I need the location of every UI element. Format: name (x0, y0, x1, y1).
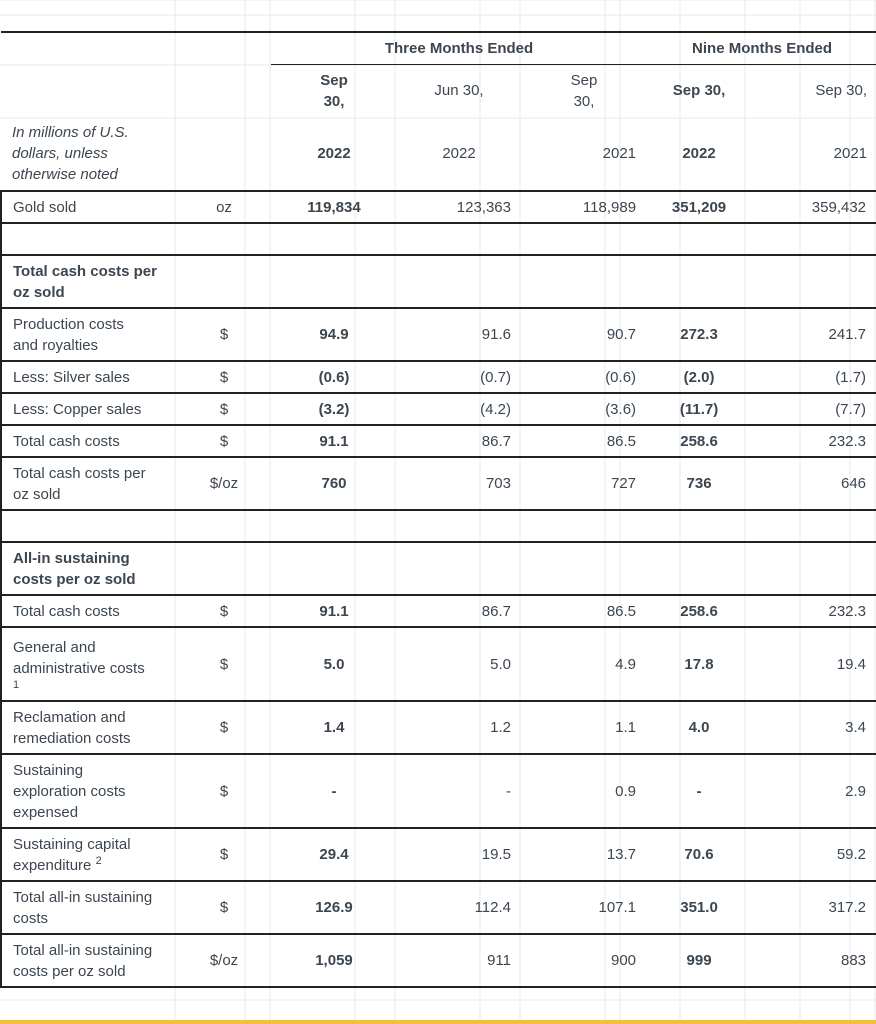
cell-value: 4.9 (521, 627, 646, 701)
row-label: Less: Copper sales (1, 393, 176, 425)
cell-value: 4.0 (646, 701, 751, 754)
cell-value: 29.4 (271, 828, 396, 881)
cell-value: 17.8 (646, 627, 751, 701)
cell-value: 760 (271, 457, 396, 510)
cell-value: (2.0) (646, 361, 751, 393)
row-label: Total cash costs (1, 425, 176, 457)
year-header-row (1, 117, 876, 191)
nine-months-header: Nine Months Ended (646, 32, 876, 64)
row-unit: $/oz (176, 934, 271, 987)
year-col3: 2021 (602, 145, 637, 162)
cell-value: (3.6) (521, 393, 646, 425)
footnote-marker: 2 (95, 854, 102, 867)
cell-value: 272.3 (646, 308, 751, 361)
cell-value: 736 (646, 457, 751, 510)
row-label: Reclamation and remediation costs (1, 701, 176, 754)
cell-value: 359,432 (751, 191, 876, 223)
row-unit: oz (176, 191, 271, 223)
cell-value: 91.1 (271, 595, 396, 627)
year-col5: 2021 (833, 145, 868, 162)
row-unit: $/oz (176, 457, 271, 510)
cell-value: 351.0 (646, 881, 751, 934)
cell-value: 123,363 (396, 191, 521, 223)
row-label: Less: Silver sales (1, 361, 176, 393)
row-unit: $ (176, 595, 271, 627)
table-row (1, 425, 876, 457)
cell-value: 126.9 (271, 881, 396, 934)
cell-value: 86.7 (396, 595, 521, 627)
cell-value: 86.5 (521, 425, 646, 457)
cell-value: 86.5 (521, 595, 646, 627)
row-label: Production costs and royalties (1, 308, 176, 361)
spacer-row (1, 510, 876, 542)
row-label: Sustaining exploration costs expensed (1, 754, 176, 828)
cell-value: 70.6 (646, 828, 751, 881)
cell-value: 703 (396, 457, 521, 510)
cell-value: 317.2 (751, 881, 876, 934)
year-col1: 2022 (317, 145, 351, 162)
cell-value: 232.3 (751, 425, 876, 457)
cell-value: (0.6) (271, 361, 396, 393)
cell-value: 59.2 (751, 828, 876, 881)
row-label: Sustaining capital expenditure $^2$ (1, 828, 176, 881)
col5-date: Sep 30, (815, 82, 868, 100)
table-row (1, 828, 876, 881)
units-note: In millions of U.S. dollars, unless otherwise noted (12, 124, 129, 183)
row-label: General and administrative costs 1 (1, 627, 176, 701)
cell-value: (4.2) (396, 393, 521, 425)
cell-value: 119,834 (271, 191, 396, 223)
col2-date: Jun 30, (434, 82, 484, 100)
table-row (1, 881, 876, 934)
row-label: Total cash costs (1, 595, 176, 627)
cell-value: 727 (521, 457, 646, 510)
cell-value: 0.9 (521, 754, 646, 828)
row-unit: $ (176, 393, 271, 425)
year-col2: 2022 (442, 145, 476, 162)
row-unit: $ (176, 754, 271, 828)
row-unit: $ (176, 308, 271, 361)
col4-date: Sep 30, (672, 82, 726, 100)
group-header-row (1, 32, 876, 64)
cell-value: 646 (751, 457, 876, 510)
cell-value: 1.2 (396, 701, 521, 754)
cell-value: 1,059 (271, 934, 396, 987)
table-row (1, 308, 876, 361)
cell-value: (0.7) (396, 361, 521, 393)
cell-value: 2.9 (751, 754, 876, 828)
cell-value: 91.6 (396, 308, 521, 361)
cell-value: 5.0 (271, 627, 396, 701)
cell-value: 118,989 (521, 191, 646, 223)
col3-date: Sep 30, (570, 71, 598, 110)
section-title-aisc: All-in sustaining costs per oz sold (1, 542, 176, 595)
bottom-accent-bar (0, 1020, 876, 1024)
financial-table (0, 31, 876, 988)
table-row (1, 595, 876, 627)
row-unit: $ (176, 828, 271, 881)
cell-value: 107.1 (521, 881, 646, 934)
row-unit: $ (176, 425, 271, 457)
table-row (1, 191, 876, 223)
table-row (1, 457, 876, 510)
row-unit: $ (176, 881, 271, 934)
three-months-header: Three Months Ended (271, 32, 646, 64)
spacer-row (1, 223, 876, 255)
col1-date: Sep 30, (320, 71, 348, 110)
table-row (1, 754, 876, 828)
section-title-row (1, 255, 876, 308)
cell-value: 86.7 (396, 425, 521, 457)
cell-value: 999 (646, 934, 751, 987)
cell-value: 1.1 (521, 701, 646, 754)
cell-value: 91.1 (271, 425, 396, 457)
section-title-row (1, 542, 876, 595)
row-unit: $ (176, 361, 271, 393)
cell-value: - (396, 754, 521, 828)
cell-value: 94.9 (271, 308, 396, 361)
cell-value: 3.4 (751, 701, 876, 754)
year-col4: 2022 (682, 145, 716, 162)
cell-value: 258.6 (646, 425, 751, 457)
cell-value: 112.4 (396, 881, 521, 934)
cell-value: 883 (751, 934, 876, 987)
date-header-row (1, 64, 876, 117)
cell-value: (3.2) (271, 393, 396, 425)
table-row (1, 393, 876, 425)
section-title-cash: Total cash costs per oz sold (1, 255, 176, 308)
cell-value: 351,209 (646, 191, 751, 223)
row-label: Total all-in sustaining costs per oz sold (1, 934, 176, 987)
cell-value: 232.3 (751, 595, 876, 627)
cell-value: 241.7 (751, 308, 876, 361)
cell-value: (0.6) (521, 361, 646, 393)
row-unit: $ (176, 701, 271, 754)
cell-value: 5.0 (396, 627, 521, 701)
cell-value: (11.7) (646, 393, 751, 425)
table-row (1, 627, 876, 701)
cell-value: 900 (521, 934, 646, 987)
table-row (1, 361, 876, 393)
cell-value: 911 (396, 934, 521, 987)
cell-value: - (271, 754, 396, 828)
cell-value: - (646, 754, 751, 828)
table-row (1, 934, 876, 987)
cell-value: 19.4 (751, 627, 876, 701)
cell-value: 258.6 (646, 595, 751, 627)
cell-value: 13.7 (521, 828, 646, 881)
row-label: Total cash costs per oz sold (1, 457, 176, 510)
table-row (1, 701, 876, 754)
cell-value: (7.7) (751, 393, 876, 425)
cell-value: (1.7) (751, 361, 876, 393)
cell-value: 19.5 (396, 828, 521, 881)
row-label: Gold sold (1, 191, 176, 223)
row-unit: $ (176, 627, 271, 701)
cell-value: 1.4 (271, 701, 396, 754)
row-label: Total all-in sustaining costs (1, 881, 176, 934)
cell-value: 90.7 (521, 308, 646, 361)
